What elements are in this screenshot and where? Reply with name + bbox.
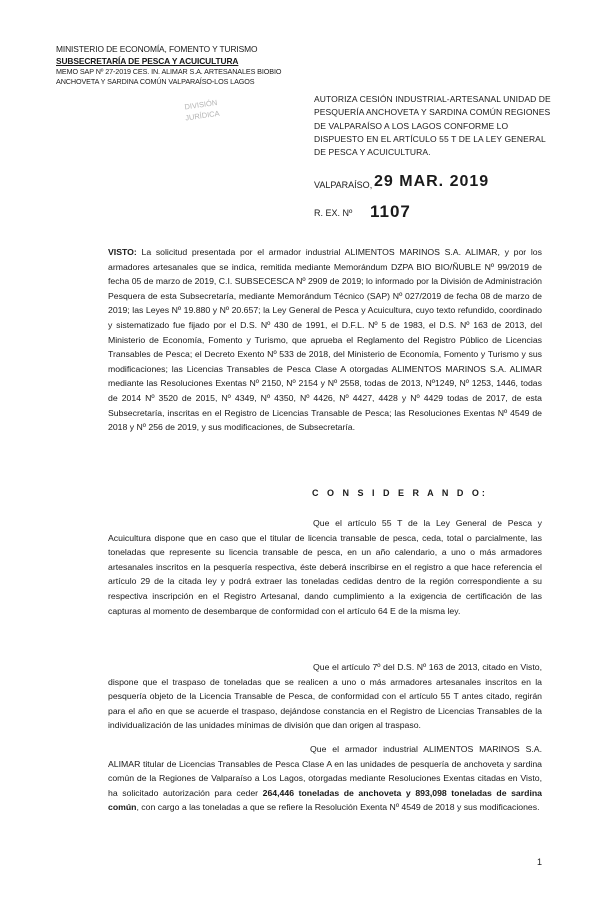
memo-reference-subject: ANCHOVETA Y SARDINA COMÚN VALPARAÍSO-LOS LAGOS [56,77,255,86]
place-label: VALPARAÍSO, [314,180,373,190]
subsecretaria-name: SUBSECRETARÍA DE PESCA Y ACUICULTURA [56,55,239,66]
visto-paragraph [108,245,542,435]
considerando-text-1: Que el artículo 55 T de la Ley General de Pesca y Acuicultura dispone que en caso que el titular de licencia transable de pesca, ceda, total o parcialmente, las toneladas que represente su licencia transable de pesca, en un año calendario, a uno o más armadores artesanales inscritos en la pesquería respectiva, éste deberá inscribirse en el registro a que hace referencia el artículo 29 de la citada ley y podrá extraer las toneladas cedidas dentro de la región correspondiente a su respectiva inscripción en el Registro Artesanal, dando cumplimiento a la exigencia de certificación de las capturas al momento de desembarque de conformidad con el artículo 64 E de la misma ley. [108,518,542,616]
stamp-line-1: DIVISIÓN [183,97,218,112]
considerando-text-2: Que el artículo 7º del D.S. Nº 163 de 2013, citado en Visto, dispone que el traspaso de toneladas que se realicen a uno o más armadores artesanales inscritos en la pesquería objeto de la Licencia Transable de Pesca, de conformidad con el artículo 55 T antes citado, regirán para el año en que se acuerde el traspaso, dejándose constancia en el Registro de Licencias Transables de la individualización de las unidades mínimas de división que dan origen al traspaso. [108,662,542,731]
resolution-number: 1107 [370,202,411,221]
stamp-line-2: JURÍDICA [184,108,221,123]
resolution-number-label: R. EX. Nº [314,208,353,218]
letterhead [56,44,296,87]
considerando-paragraph-3 [108,742,542,815]
resolution-date: 29 MAR. 2019 [374,173,490,190]
memo-reference: MEMO SAP Nº 27-2019 CES. IN. ALIMAR S.A. ARTESANALES BIOBIO [56,67,282,76]
considerando-text-3-post: , con cargo a las toneladas a que se refiere la Resolución Exenta Nº 4549 de 2018 y sus modificaciones. [136,802,540,813]
division-stamp [160,94,247,161]
page-number: 1 [537,857,543,867]
considerando-paragraph-2 [108,660,542,733]
considerando-heading: C O N S I D E R A N D O: [312,488,488,498]
considerando-paragraph-1 [108,516,542,618]
visto-heading: VISTO: [108,247,137,257]
considerando-text-3-pre: Que el armador industrial ALIMENTOS MARINOS S.A. ALIMAR titular de Licencias Transables de Pesca Clase A en las unidades de pesquería de anchoveta y sardina común de la Regiones de Valparaíso a Los Lagos, otorgadas mediante Resoluciones Exentas citadas en Visto, ha solicitado autorización para ceder [108,744,542,798]
resolution-title: AUTORIZA CESIÓN INDUSTRIAL-ARTESANAL UNIDAD DE PESQUERÍA ANCHOVETA Y SARDINA COMÚN REGIONES DE VALPARAÍSO A LOS LAGOS CONFORME LO DISPUESTO EN EL ARTÍCULO 55 T DE LA LEY GENERAL DE PESCA Y ACUICULTURA. [314,94,551,158]
ministry-name: MINISTERIO DE ECONOMÍA, FOMENTO Y TURISMO [56,44,258,54]
visto-text: La solicitud presentada por el armador industrial ALIMENTOS MARINOS S.A. ALIMAR, y por los armadores artesanales que se indica, remitida mediante Memorándum DZPA BIO BIO/ÑUBLE Nº 99/2019 de fecha 05 de marzo de 2019, C.I. SUBSECESCA Nº 2909 de 2019; lo informado por la División de Administración Pesquera de esta Subsecretaría, mediante Memorándum Técnico (SAP) Nº 027/2019 de fecha 08 de marzo de 2019; las Leyes Nº 19.880 y Nº 20.657; la Ley General de Pesca y Acuicultura, cuyo texto refundido, coordinado y sistematizado fue fijado por el D.S. Nº 430 de 1991, el D.F.L. Nº 5 de 1983, el D.S. Nº 163 de 2013, del Ministerio de Economía, Fomento y Turismo, que aprueba el Reglamento del Registro Público de Licencias Transables de Pesca; el Decreto Exento Nº 533 de 2018, del Ministerio de Economía, Fomento y Turismo y sus modificaciones; las Licencias Transables de Pesca Clase A otorgadas ALIMENTOS MARINOS S.A. ALIMAR mediante las Resoluciones Exentas Nº 2150, Nº 2154 y Nº 2558, todas de 2013, Nº1249, Nº 1253, 1446, todas de 2014 Nº 3520 de 2015, Nº 4349, Nº 4350, Nº 4426, Nº 4427, 4428 y Nº 4429 todas de 2017, de esta Subsecretaría, inscritas en el Registro de Licencias Transable de Pesca; las Resoluciones Exentas Nº 4549 de 2018 y Nº 256 de 2019, y sus modificaciones, de Subsecretaría. [108,247,542,433]
tonnage-highlight: 264,446 toneladas de anchoveta y 893,098 toneladas de sardina común [108,787,542,813]
